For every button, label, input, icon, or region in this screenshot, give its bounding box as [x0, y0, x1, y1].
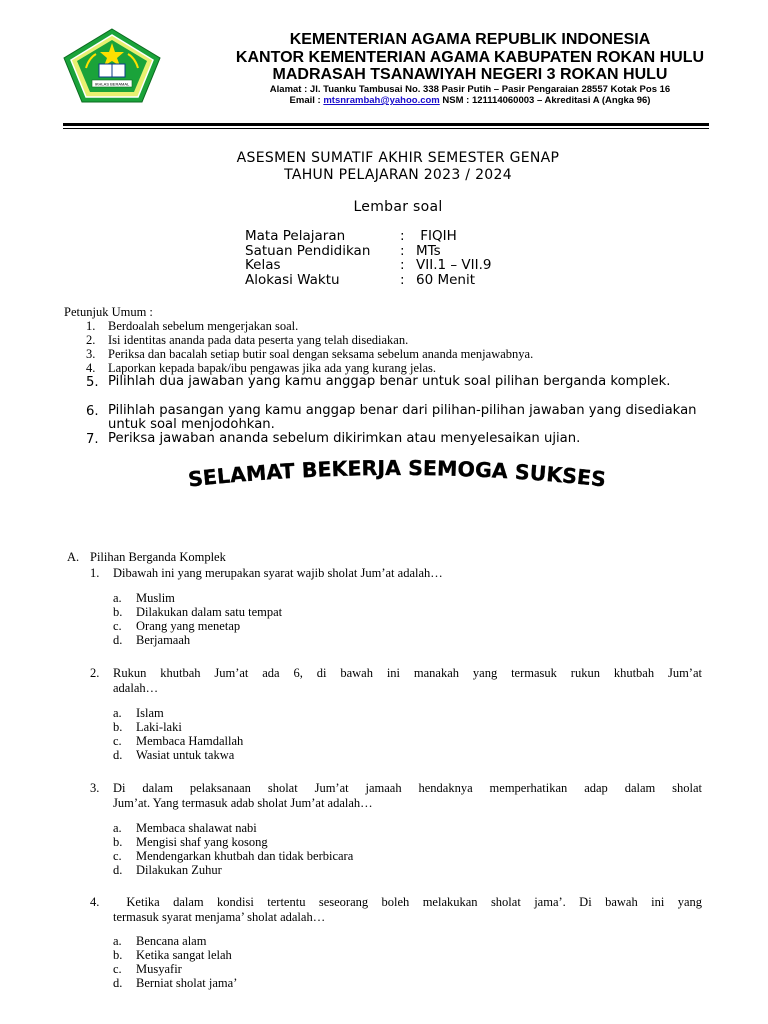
- question-text: Dibawah ini yang merupakan syarat wajib sholat Jum’at adalah…: [113, 566, 443, 580]
- info-value: VII.1 – VII.9: [416, 257, 492, 273]
- question-text-line: Ketika dalam kondisi tertentu seseorang boleh melakukan sholat jama’. Di bawah ini yang: [113, 895, 702, 909]
- question-number: 4.: [90, 895, 100, 909]
- info-label: Alokasi Waktu: [245, 272, 340, 288]
- instruction-number: 7.: [86, 432, 99, 447]
- option-text: Mendengarkan khutbah dan tidak berbicara: [136, 849, 354, 863]
- option-letter: d.: [113, 976, 123, 990]
- instruction-number: 5.: [86, 375, 99, 390]
- header-divider-thin: [63, 128, 709, 129]
- exam-year: TAHUN PELAJARAN 2023 / 2024: [284, 167, 512, 183]
- instruction-item: Pilihlah dua jawaban yang kamu anggap benar untuk soal pilihan berganda komplek.: [108, 374, 671, 389]
- option-letter: d.: [113, 748, 123, 762]
- info-colon: :: [400, 257, 405, 273]
- question-text-line: Di dalam pelaksanaan sholat Jum’at jamaah hendaknya memperhatikan adap dalam sholat: [113, 781, 702, 795]
- option-text: Membaca shalawat nabi: [136, 821, 257, 835]
- option-letter: b.: [113, 948, 123, 962]
- header-line-3: MADRASAH TSANAWIYAH NEGERI 3 ROKAN HULU: [272, 66, 668, 83]
- info-value: FIQIH: [416, 228, 457, 244]
- info-colon: :: [400, 272, 405, 288]
- exam-title: ASESMEN SUMATIF AKHIR SEMESTER GENAP: [236, 150, 560, 166]
- option-text: Berjamaah: [136, 633, 191, 647]
- option-letter: a.: [113, 706, 122, 720]
- instruction-number: 4.: [86, 361, 96, 375]
- question-number: 2.: [90, 666, 100, 680]
- section-title: Pilihan Berganda Komplek: [90, 550, 226, 564]
- info-label: Satuan Pendidikan: [245, 243, 371, 259]
- instruction-item: Periksa dan bacalah setiap butir soal dengan seksama sebelum ananda menjawabnya.: [108, 347, 534, 361]
- header-divider-thick: [63, 123, 709, 126]
- option-text: Orang yang menetap: [136, 619, 241, 633]
- option-letter: c.: [113, 849, 122, 863]
- option-text: Bencana alam: [136, 934, 207, 948]
- option-letter: a.: [113, 591, 122, 605]
- exam-subtitle: Lembar soal: [353, 199, 443, 215]
- info-colon: :: [400, 243, 405, 259]
- option-letter: d.: [113, 633, 123, 647]
- option-text: Dilakukan Zuhur: [136, 863, 222, 877]
- question-text-line: Jum’at. Yang termasuk adab sholat Jum’at adalah…: [113, 796, 373, 810]
- option-letter: a.: [113, 821, 122, 835]
- header-contact: [170, 95, 768, 106]
- section-letter: A.: [67, 550, 80, 564]
- info-label: Kelas: [245, 257, 281, 273]
- question-text-line: adalah…: [113, 681, 159, 695]
- header-line-1: KEMENTERIAN AGAMA REPUBLIK INDONESIA: [289, 31, 651, 48]
- option-letter: d.: [113, 863, 123, 877]
- header-line-2: KANTOR KEMENTERIAN AGAMA KABUPATEN ROKAN HULU: [235, 49, 705, 66]
- question-text-line: Rukun khutbah Jum’at ada 6, di bawah ini manakah yang termasuk rukun khutbah Jum’at: [113, 666, 702, 680]
- option-text: Islam: [136, 706, 164, 720]
- option-text: Muslim: [136, 591, 175, 605]
- instruction-number: 3.: [86, 347, 96, 361]
- instruction-item: Pilihlah pasangan yang kamu anggap benar dari pilihan-pilihan jawaban yang disediakan untuk soal menjodohkan.: [108, 403, 697, 432]
- option-letter: c.: [113, 962, 122, 976]
- motivation-banner: [157, 456, 637, 500]
- option-text: Wasiat untuk takwa: [136, 748, 235, 762]
- info-value: 60 Menit: [416, 272, 476, 288]
- question-number: 1.: [90, 566, 100, 580]
- option-text: Berniat sholat jama’: [136, 976, 238, 990]
- nsm-text: NSM : 121114060003 – Akreditasi A (Angka 96): [439, 95, 651, 106]
- option-letter: a.: [113, 934, 122, 948]
- instruction-item: Periksa jawaban ananda sebelum dikirimkan atau menyelesaikan ujian.: [108, 431, 581, 446]
- instruction-number: 2.: [86, 333, 96, 347]
- instruction-number: 1.: [86, 319, 96, 333]
- option-text: Mengisi shaf yang kosong: [136, 835, 268, 849]
- info-value: MTs: [416, 243, 441, 259]
- header-address: Alamat : Jl. Tuanku Tambusai No. 338 Pasir Putih – Pasir Pengaraian 28557 Kotak Pos 16: [269, 84, 671, 95]
- option-letter: b.: [113, 835, 123, 849]
- option-text: Laki-laki: [136, 720, 182, 734]
- question-number: 3.: [90, 781, 100, 795]
- question-text-line: termasuk syarat menjama’ sholat adalah…: [113, 910, 326, 924]
- banner-text: SELAMAT BEKERJA SEMOGA SUKSES: [186, 456, 608, 492]
- svg-text:IKHLAS BERAMAL: IKHLAS BERAMAL: [94, 81, 130, 87]
- ministry-logo: [62, 28, 162, 104]
- option-letter: b.: [113, 720, 123, 734]
- option-letter: b.: [113, 605, 123, 619]
- option-letter: c.: [113, 734, 122, 748]
- instruction-number: 6.: [86, 404, 99, 419]
- option-text: Ketika sangat lelah: [136, 948, 232, 962]
- info-colon: :: [400, 228, 405, 244]
- option-text: Dilakukan dalam satu tempat: [136, 605, 283, 619]
- option-text: Musyafir: [136, 962, 182, 976]
- instruction-item: Isi identitas ananda pada data peserta yang telah disediakan.: [108, 333, 409, 347]
- info-label: Mata Pelajaran: [245, 228, 346, 244]
- instructions-heading: Petunjuk Umum :: [64, 305, 153, 319]
- instruction-item: Laporkan kepada bapak/ibu pengawas jika ada yang kurang jelas.: [108, 361, 436, 375]
- svg-text:SELAMAT BEKERJA SEMOGA SUKSES: [187, 456, 607, 492]
- option-text: Membaca Hamdallah: [136, 734, 244, 748]
- option-letter: c.: [113, 619, 122, 633]
- email-label: Email :: [289, 95, 324, 106]
- email-link[interactable]: mtsnrambah@yahoo.com: [323, 95, 440, 106]
- instruction-item: Berdoalah sebelum mengerjakan soal.: [108, 319, 299, 333]
